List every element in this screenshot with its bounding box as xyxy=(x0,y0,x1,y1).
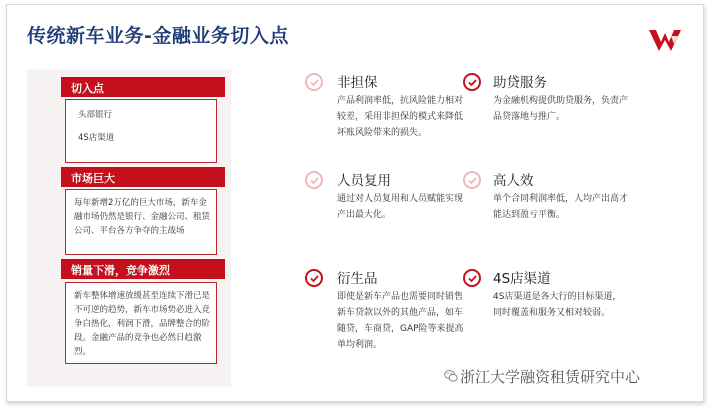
slide xyxy=(6,4,704,402)
check-circle-icon xyxy=(463,269,481,287)
item-title-non-guarantee: 非担保 xyxy=(337,75,378,91)
section-box-competition: 新车整体增速放缓甚至连续下滑已是不可逆的趋势，新车市场势必进入竞争白热化，利润下滑，品牌整合的阶段。金融产品的竞争也必然日趋激烈。 xyxy=(65,282,217,364)
check-circle-icon xyxy=(463,73,481,91)
section-header-entry: 切入点 xyxy=(61,77,225,97)
brand-logo-icon xyxy=(647,27,683,53)
check-circle-icon xyxy=(463,171,481,189)
item-body-non-guarantee: 产品利润率低，抗风险能力相对较差，采用非担保的模式来降低坏账风险带来的损失。 xyxy=(337,96,464,138)
item-body-loan-service: 为金融机构提供助贷服务，负责产品贷落地与推广。 xyxy=(493,96,629,122)
entry-line-bank: 头部银行 xyxy=(78,110,113,120)
section-box-market: 每年新增2万亿的巨大市场，新车金融市场仍然是银行、金融公司、租赁公司、平台各方争夺的主战场 xyxy=(65,189,217,255)
item-body-4s-channel: 4S店渠道是各大行的目标渠道，同时覆盖和服务又相对较弱。 xyxy=(493,292,622,318)
check-circle-icon xyxy=(305,171,323,189)
wechat-icon xyxy=(444,369,458,383)
section-header-competition: 销量下滑，竞争激烈 xyxy=(61,259,225,279)
footer-source: 浙江大学融资租赁研究中心 xyxy=(460,368,641,386)
section-header-market: 市场巨大 xyxy=(61,167,225,187)
item-title-high-efficiency: 高人效 xyxy=(493,173,534,189)
entry-line-4s: 4S店渠道 xyxy=(78,133,115,143)
item-title-4s-channel: 4S店渠道 xyxy=(493,271,551,287)
item-body-derivatives: 即使是新车产品也需要同时销售新车贷款以外的其他产品，如车随贷，车商贷，GAP险等来提高单均利润。 xyxy=(337,292,464,350)
item-body-high-efficiency: 单个合同利润率低，人均产出高才能达到盈亏平衡。 xyxy=(493,194,629,220)
item-title-loan-service: 助贷服务 xyxy=(493,75,547,91)
item-title-staff-reuse: 人员复用 xyxy=(337,173,391,189)
item-title-derivatives: 衍生品 xyxy=(337,271,378,287)
page-title: 传统新车业务-金融业务切入点 xyxy=(27,25,289,47)
check-circle-icon xyxy=(305,269,323,287)
section-box-entry xyxy=(65,99,217,163)
check-circle-icon xyxy=(305,73,323,91)
item-body-staff-reuse: 通过对人员复用和人员赋能实现产出最大化。 xyxy=(337,194,464,220)
